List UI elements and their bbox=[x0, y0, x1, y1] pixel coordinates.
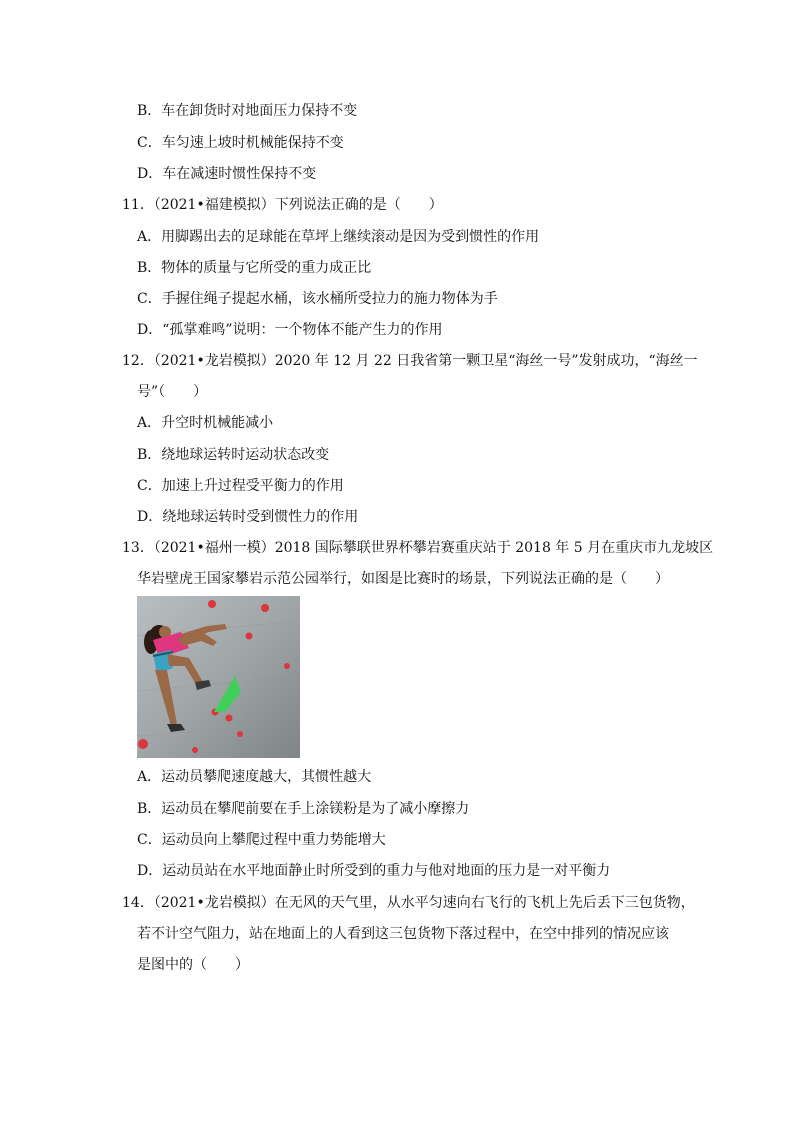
q10-option-b: B．车在卸货时对地面压力保持不变 bbox=[137, 103, 358, 119]
q14-stem: 14．（2021•龙岩模拟）在无风的天气里，从水平匀速向右飞行的飞机上先后丢下三包货物， bbox=[122, 895, 695, 911]
q12-stem-continued: 号”（ ） bbox=[137, 384, 208, 400]
q12-stem: 12．（2021•龙岩模拟）2020 年 12 月 22 日我省第一颗卫星“海丝一号”发射成功，“海丝一 bbox=[122, 353, 698, 369]
q11-stem: 11．（2021•福建模拟）下列说法正确的是（ ） bbox=[122, 197, 443, 213]
q13-option-a: A．运动员攀爬速度越大，其惯性越大 bbox=[137, 769, 372, 785]
q12-option-c: C．加速上升过程受平衡力的作用 bbox=[137, 478, 344, 494]
q11-option-d: D．“孤掌难鸣”说明：一个物体不能产生力的作用 bbox=[137, 322, 443, 338]
q10-option-d: D．车在减速时惯性保持不变 bbox=[137, 166, 317, 182]
q12-option-a: A．升空时机械能减小 bbox=[137, 415, 274, 431]
q12-option-b: B．绕地球运转时运动状态改变 bbox=[137, 447, 330, 463]
q10-option-c: C．车匀速上坡时机械能保持不变 bbox=[137, 135, 344, 151]
q13-option-d: D．运动员站在水平地面静止时所受到的重力与他对地面的压力是一对平衡力 bbox=[137, 863, 611, 879]
q11-option-b: B．物体的质量与它所受的重力成正比 bbox=[137, 260, 372, 276]
q13-option-b: B．运动员在攀爬前要在手上涂镁粉是为了减小摩擦力 bbox=[137, 801, 470, 817]
q13-stem: 13．（2021•福州一模）2018 国际攀联世界杯攀岩赛重庆站于 2018 年 5 月在重庆市九龙坡区 bbox=[122, 540, 714, 556]
q11-option-c: C．手握住绳子提起水桶，该水桶所受拉力的施力物体为手 bbox=[137, 291, 498, 307]
q13-option-c: C．运动员向上攀爬过程中重力势能增大 bbox=[137, 832, 386, 848]
q14-stem-continued-1: 若不计空气阻力，站在地面上的人看到这三包货物下落过程中，在空中排列的情况应该 bbox=[137, 926, 669, 942]
rock-climber-photo bbox=[137, 596, 300, 758]
q11-option-a: A．用脚踢出去的足球能在草坪上继续滚动是因为受到惯性的作用 bbox=[137, 229, 540, 245]
q12-option-d: D．绕地球运转时受到惯性力的作用 bbox=[137, 509, 359, 525]
q14-stem-continued-2: 是图中的（ ） bbox=[137, 957, 249, 973]
q13-stem-continued: 华岩壁虎王国家攀岩示范公园举行，如图是比赛时的场景，下列说法正确的是（ ） bbox=[137, 571, 669, 587]
